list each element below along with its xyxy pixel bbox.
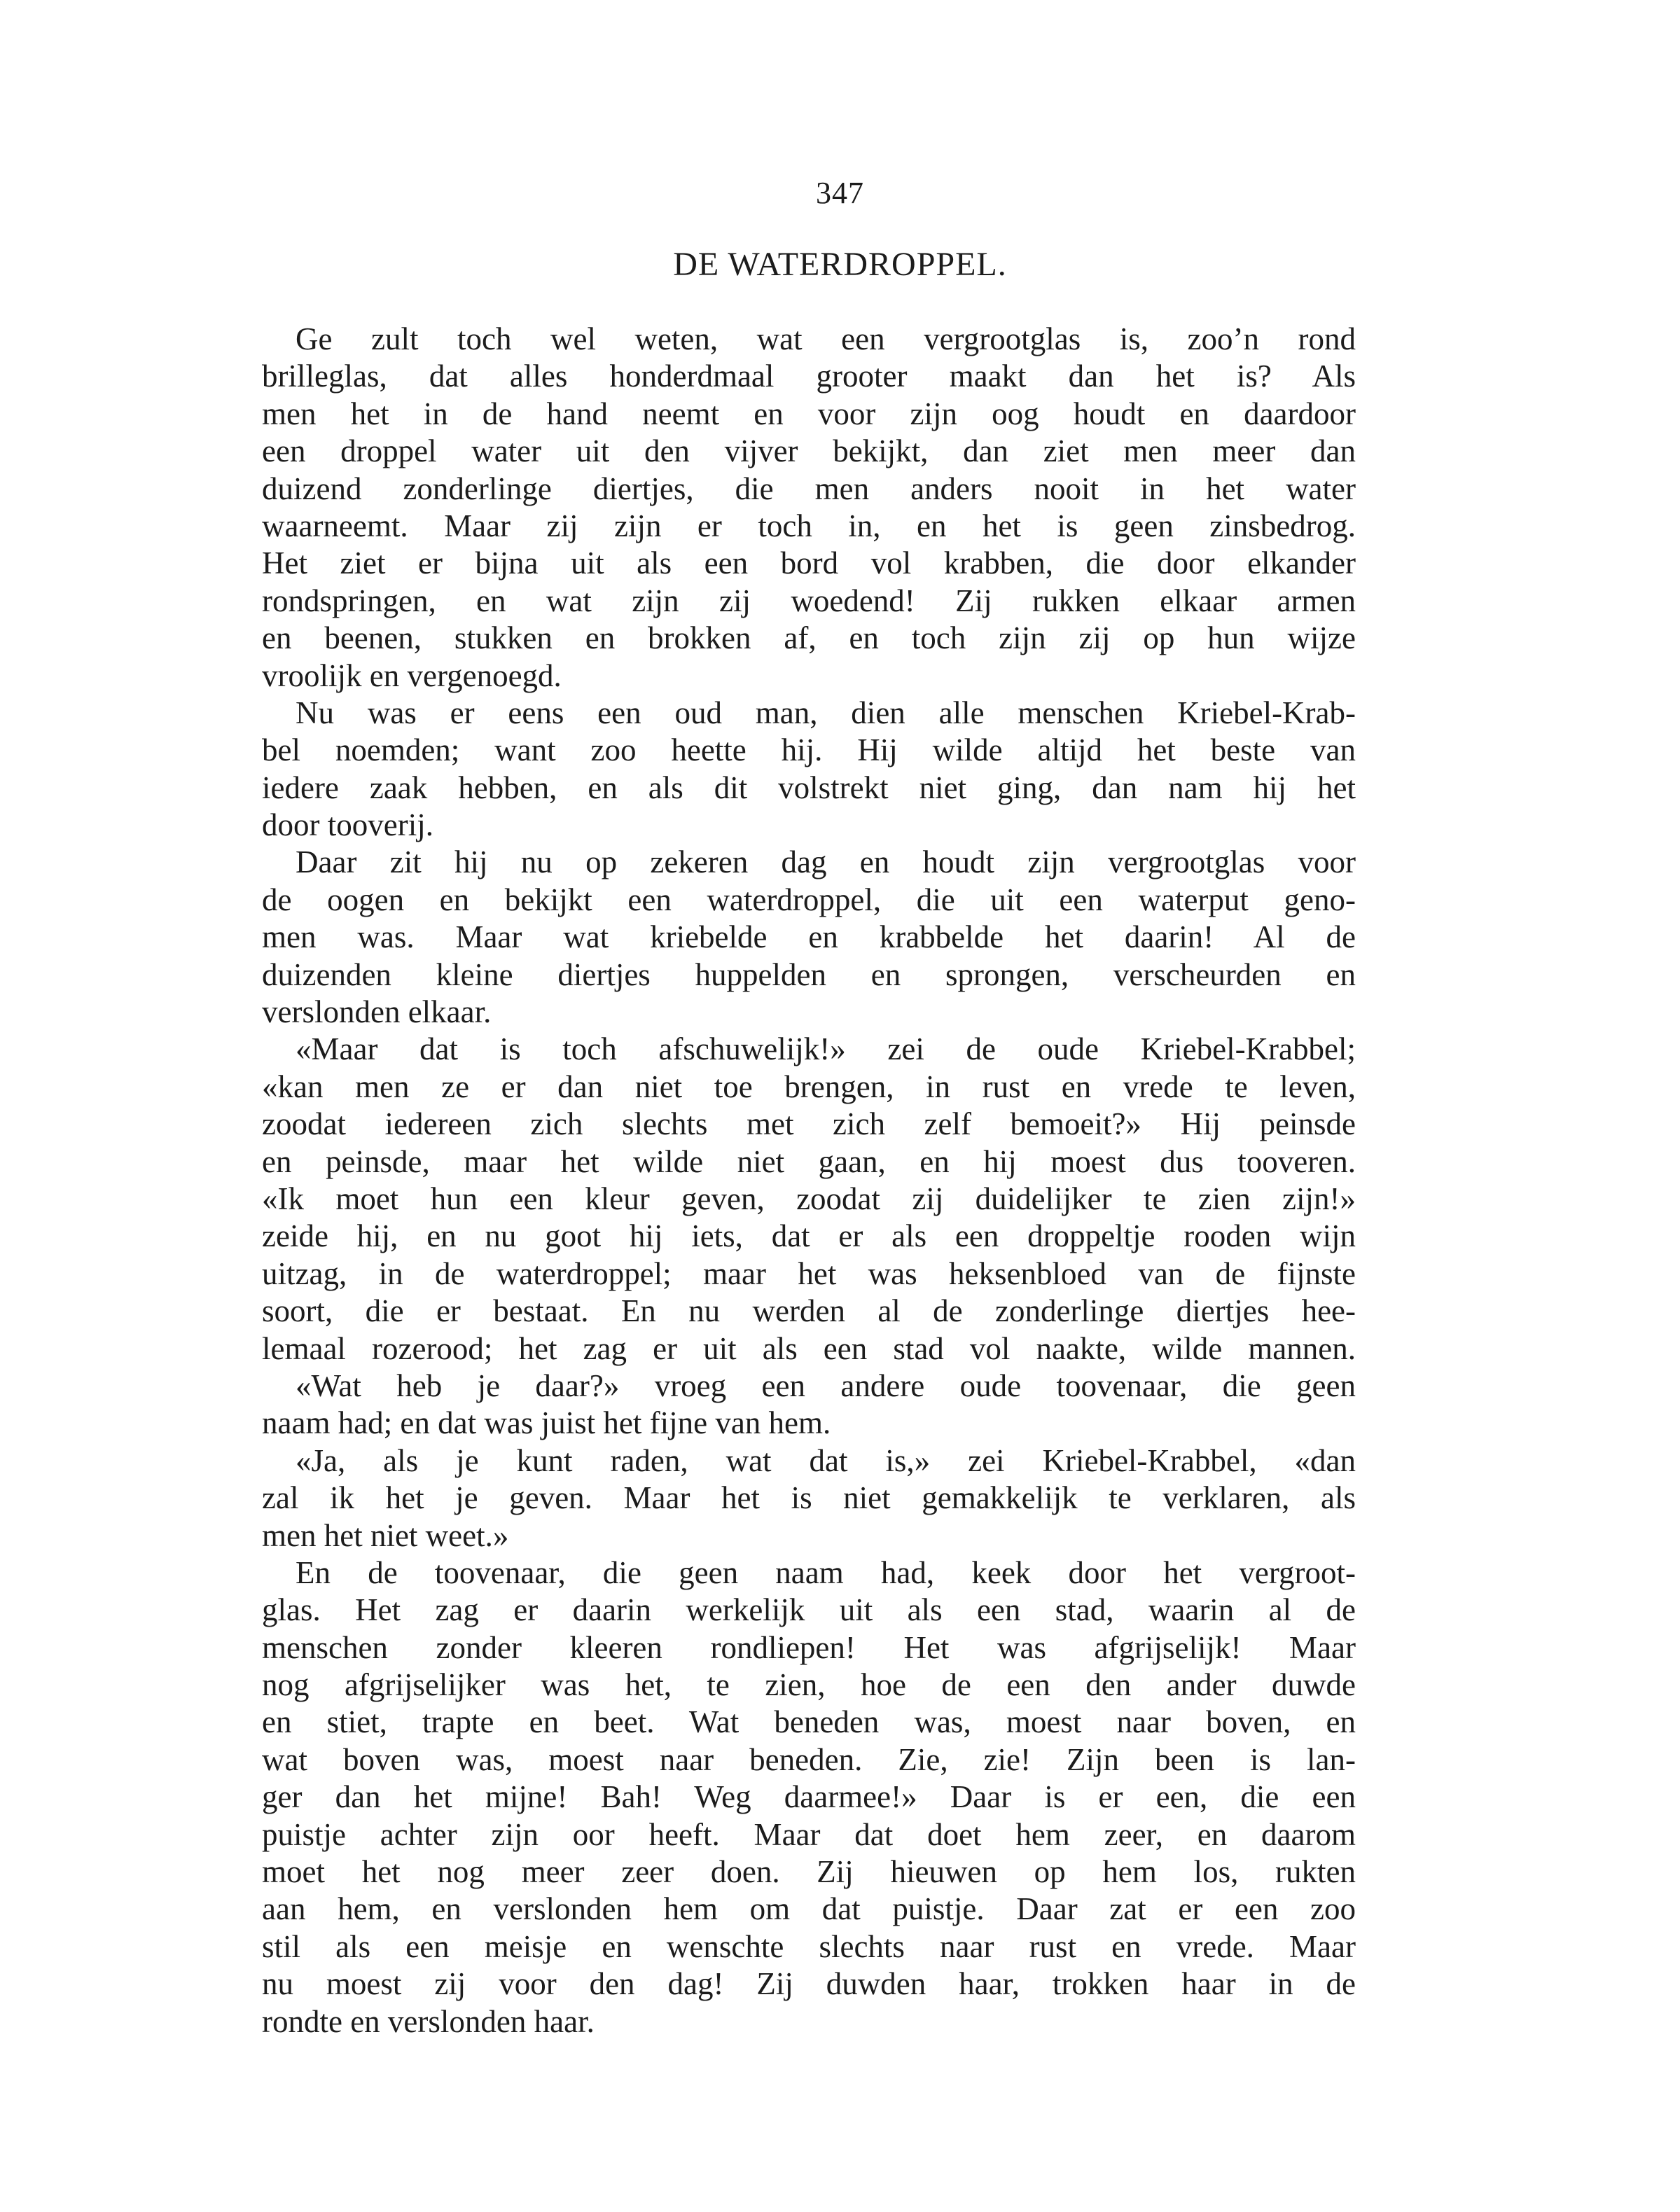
text-line: duizenden kleine diertjes huppelden en sprongen, verscheurden en (262, 957, 1356, 992)
text-line: soort, die er bestaat. En nu werden al de zonderlinge diertjes hee- (262, 1293, 1356, 1329)
text-line: en stiet, trapte en beet. Wat beneden was, moest naar boven, en (262, 1704, 1356, 1740)
text-line: men het niet weet.» (262, 1517, 509, 1553)
text-line: zeide hij, en nu goot hij iets, dat er als een droppeltje rooden wijn (262, 1218, 1356, 1254)
chapter-title: DE WATERDROPPEL. (673, 246, 1007, 283)
text-line: de oogen en bekijkt een waterdroppel, die uit een waterput geno- (262, 882, 1356, 917)
text-line: brilleglas, dat alles honderdmaal grooter maakt dan het is? Als (262, 359, 1356, 394)
text-line: En de toovenaar, die geen naam had, keek door het vergroot- (296, 1554, 1356, 1590)
text-line: moet het nog meer zeer doen. Zij hieuwen op hem los, rukten (262, 1854, 1356, 1890)
text-line: nog afgrijselijker was het, te zien, hoe de een den ander duwde (262, 1667, 1356, 1703)
text-line: een droppel water uit den vijver bekijkt, dan ziet men meer dan (262, 433, 1356, 469)
text-line: waarneemt. Maar zij zijn er toch in, en het is geen zinsbedrog. (262, 508, 1356, 543)
text-line: aan hem, en verslonden hem om dat puistje. Daar zat er een zoo (262, 1891, 1356, 1927)
text-line: rondspringen, en wat zijn zij woedend! Zij rukken elkaar armen (262, 583, 1356, 618)
text-line: duizend zonderlinge diertjes, die men anders nooit in het water (262, 471, 1356, 506)
page-number: 347 (816, 176, 864, 210)
text-line: iedere zaak hebben, en als dit volstrekt niet ging, dan nam hij het (262, 770, 1356, 805)
text-line: ger dan het mijne! Bah! Weg daarmee!» Daar is er een, die een (262, 1779, 1356, 1815)
text-line: lemaal rozerood; het zag er uit als een stad vol naakte, wilde mannen. (262, 1330, 1356, 1366)
text-line: uitzag, in de waterdroppel; maar het was heksenbloed van de fijnste (262, 1255, 1356, 1291)
text-line: «kan men ze er dan niet toe brengen, in rust en vrede te leven, (262, 1069, 1356, 1104)
text-line: en beenen, stukken en brokken af, en toch zijn zij op hun wijze (262, 620, 1356, 656)
text-line: vroolijk en vergenoegd. (262, 658, 562, 693)
body-text (262, 321, 1356, 2040)
text-line: glas. Het zag er daarin werkelijk uit als een stad, waarin al de (262, 1592, 1356, 1628)
text-line: «Ja, als je kunt raden, wat dat is,» zei Kriebel-Krabbel, «dan (296, 1442, 1356, 1478)
text-line: door tooverij. (262, 807, 433, 843)
text-line: menschen zonder kleeren rondliepen! Het was afgrijselijk! Maar (262, 1629, 1356, 1665)
text-line: men was. Maar wat kriebelde en krabbelde het daarin! Al de (262, 919, 1356, 955)
text-line: «Wat heb je daar?» vroeg een andere oude toovenaar, die geen (296, 1368, 1356, 1403)
text-line: bel noemden; want zoo heette hij. Hij wilde altijd het beste van (262, 732, 1356, 768)
text-line: Ge zult toch wel weten, wat een vergrootglas is, zoo’n rond (296, 321, 1356, 356)
text-line: stil als een meisje en wenschte slechts naar rust en vrede. Maar (262, 1928, 1356, 1964)
text-line: zal ik het je geven. Maar het is niet gemakkelijk te verklaren, als (262, 1480, 1356, 1516)
text-line: Nu was er eens een oud man, dien alle menschen Kriebel-Krab- (296, 695, 1356, 730)
text-line: nu moest zij voor den dag! Zij duwden haar, trokken haar in de (262, 1966, 1356, 2002)
text-line: «Maar dat is toch afschuwelijk!» zei de oude Kriebel-Krabbel; (296, 1031, 1356, 1067)
text-line: «Ik moet hun een kleur geven, zoodat zij duidelijker te zien zijn!» (262, 1181, 1356, 1216)
text-line: wat boven was, moest naar beneden. Zie, zie! Zijn been is lan- (262, 1741, 1356, 1777)
text-line: Het ziet er bijna uit als een bord vol krabben, die door elkander (262, 545, 1356, 581)
text-line: rondte en verslonden haar. (262, 2003, 595, 2039)
text-line: naam had; en dat was juist het fijne van hem. (262, 1405, 831, 1441)
text-line: verslonden elkaar. (262, 994, 492, 1030)
text-line: en peinsde, maar het wilde niet gaan, en hij moest dus tooveren. (262, 1143, 1356, 1179)
text-line: zoodat iedereen zich slechts met zich zelf bemoeit?» Hij peinsde (262, 1106, 1356, 1142)
text-line: Daar zit hij nu op zekeren dag en houdt zijn vergrootglas voor (296, 844, 1356, 880)
text-line: puistje achter zijn oor heeft. Maar dat doet hem zeer, en daarom (262, 1816, 1356, 1852)
text-line: men het in de hand neemt en voor zijn oog houdt en daardoor (262, 396, 1356, 431)
